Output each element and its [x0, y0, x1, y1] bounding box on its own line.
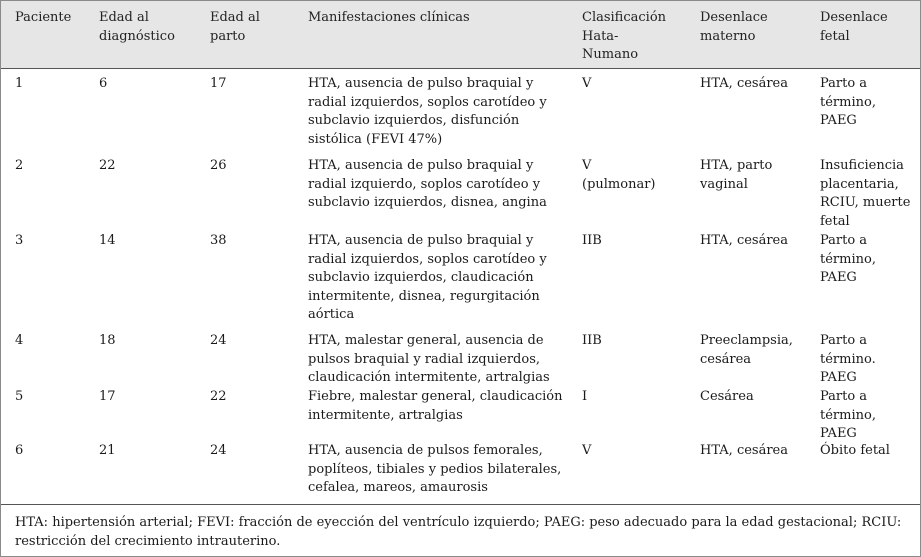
- cell-paciente: 4: [15, 333, 24, 348]
- cell-edad-parto: 24: [210, 443, 227, 458]
- cell-edad-diagnostico: 18: [99, 333, 116, 348]
- cell-edad-diagnostico: 6: [99, 76, 108, 91]
- cell-paciente: 2: [15, 158, 24, 173]
- cell-edad-parto: 24: [210, 333, 227, 348]
- header-clasificacion: Clasificación Hata- Numano: [582, 10, 667, 62]
- cell-edad-parto: 26: [210, 158, 227, 173]
- cell-manifestaciones: HTA, ausencia de pulso braquial y radial izquierdos, soplos carotídeo y subclavio izquierdos, disfunción sistólica (FEVI 47%): [308, 76, 547, 147]
- header-edad-diagnostico: Edad al diagnóstico: [99, 10, 175, 44]
- cell-clasificacion: I: [582, 389, 588, 404]
- cell-desenlace-materno: HTA, parto vaginal: [700, 158, 773, 192]
- header-desenlace-materno: Desenlace materno: [700, 10, 768, 44]
- header-desenlace-fetal: Desenlace fetal: [820, 10, 888, 44]
- cell-desenlace-materno: Preeclampsia, cesárea: [700, 333, 793, 367]
- header-manifestaciones: Manifestaciones clínicas: [308, 10, 470, 25]
- cell-manifestaciones: HTA, malestar general, ausencia de pulsos braquial y radial izquierdos, claudicación intermitente, artralgias: [308, 333, 550, 385]
- cell-desenlace-fetal: Parto a término, PAEG: [820, 76, 876, 128]
- cell-clasificacion: V: [582, 76, 592, 91]
- cell-clasificacion: IIB: [582, 233, 602, 248]
- cell-desenlace-materno: HTA, cesárea: [700, 233, 789, 248]
- cell-desenlace-materno: Cesárea: [700, 389, 754, 404]
- header-edad-parto: Edad al parto: [210, 10, 260, 44]
- cell-edad-diagnostico: 22: [99, 158, 116, 173]
- cell-desenlace-materno: HTA, cesárea: [700, 443, 789, 458]
- cell-desenlace-materno: HTA, cesárea: [700, 76, 789, 91]
- cell-manifestaciones: HTA, ausencia de pulso braquial y radial izquierdos, soplos carotídeo y subclavio izquierdos, claudicación intermitente, disnea, regurgitación aórtica: [308, 233, 547, 322]
- cell-clasificacion: V: [582, 443, 592, 458]
- cell-desenlace-fetal: Parto a término, PAEG: [820, 389, 876, 441]
- cell-edad-diagnostico: 17: [99, 389, 116, 404]
- table-footnote: HTA: hipertensión arterial; FEVI: fracción de eyección del ventrículo izquierdo; PAEG: peso adecuado para la edad gestacional; RCIU: restricción del crecimiento intrauterino.: [15, 515, 902, 549]
- cell-desenlace-fetal: Parto a término, PAEG: [820, 233, 876, 285]
- cell-clasificacion: IIB: [582, 333, 602, 348]
- cell-clasificacion: V (pulmonar): [582, 158, 656, 192]
- cell-edad-parto: 38: [210, 233, 227, 248]
- cell-edad-parto: 17: [210, 76, 227, 91]
- cell-edad-parto: 22: [210, 389, 227, 404]
- header-paciente: Paciente: [15, 10, 72, 25]
- cell-desenlace-fetal: Parto a término. PAEG: [820, 333, 876, 385]
- cell-desenlace-fetal: Insuficiencia placentaria, RCIU, muerte fetal: [820, 158, 911, 229]
- cell-paciente: 6: [15, 443, 24, 458]
- table-bottom-divider: [1, 504, 920, 505]
- cell-edad-diagnostico: 21: [99, 443, 116, 458]
- cell-desenlace-fetal: Óbito fetal: [820, 443, 890, 458]
- cell-manifestaciones: HTA, ausencia de pulsos femorales, poplíteos, tibiales y pedios bilaterales, cefalea, mareos, amaurosis: [308, 443, 562, 495]
- cell-paciente: 1: [15, 76, 24, 91]
- header-divider: [1, 68, 920, 69]
- cell-edad-diagnostico: 14: [99, 233, 116, 248]
- cell-paciente: 5: [15, 389, 24, 404]
- cell-manifestaciones: Fiebre, malestar general, claudicación intermitente, artralgias: [308, 389, 563, 423]
- cell-paciente: 3: [15, 233, 24, 248]
- cell-manifestaciones: HTA, ausencia de pulso braquial y radial izquierdo, soplos carotídeo y subclavio izquierdos, disnea, angina: [308, 158, 547, 210]
